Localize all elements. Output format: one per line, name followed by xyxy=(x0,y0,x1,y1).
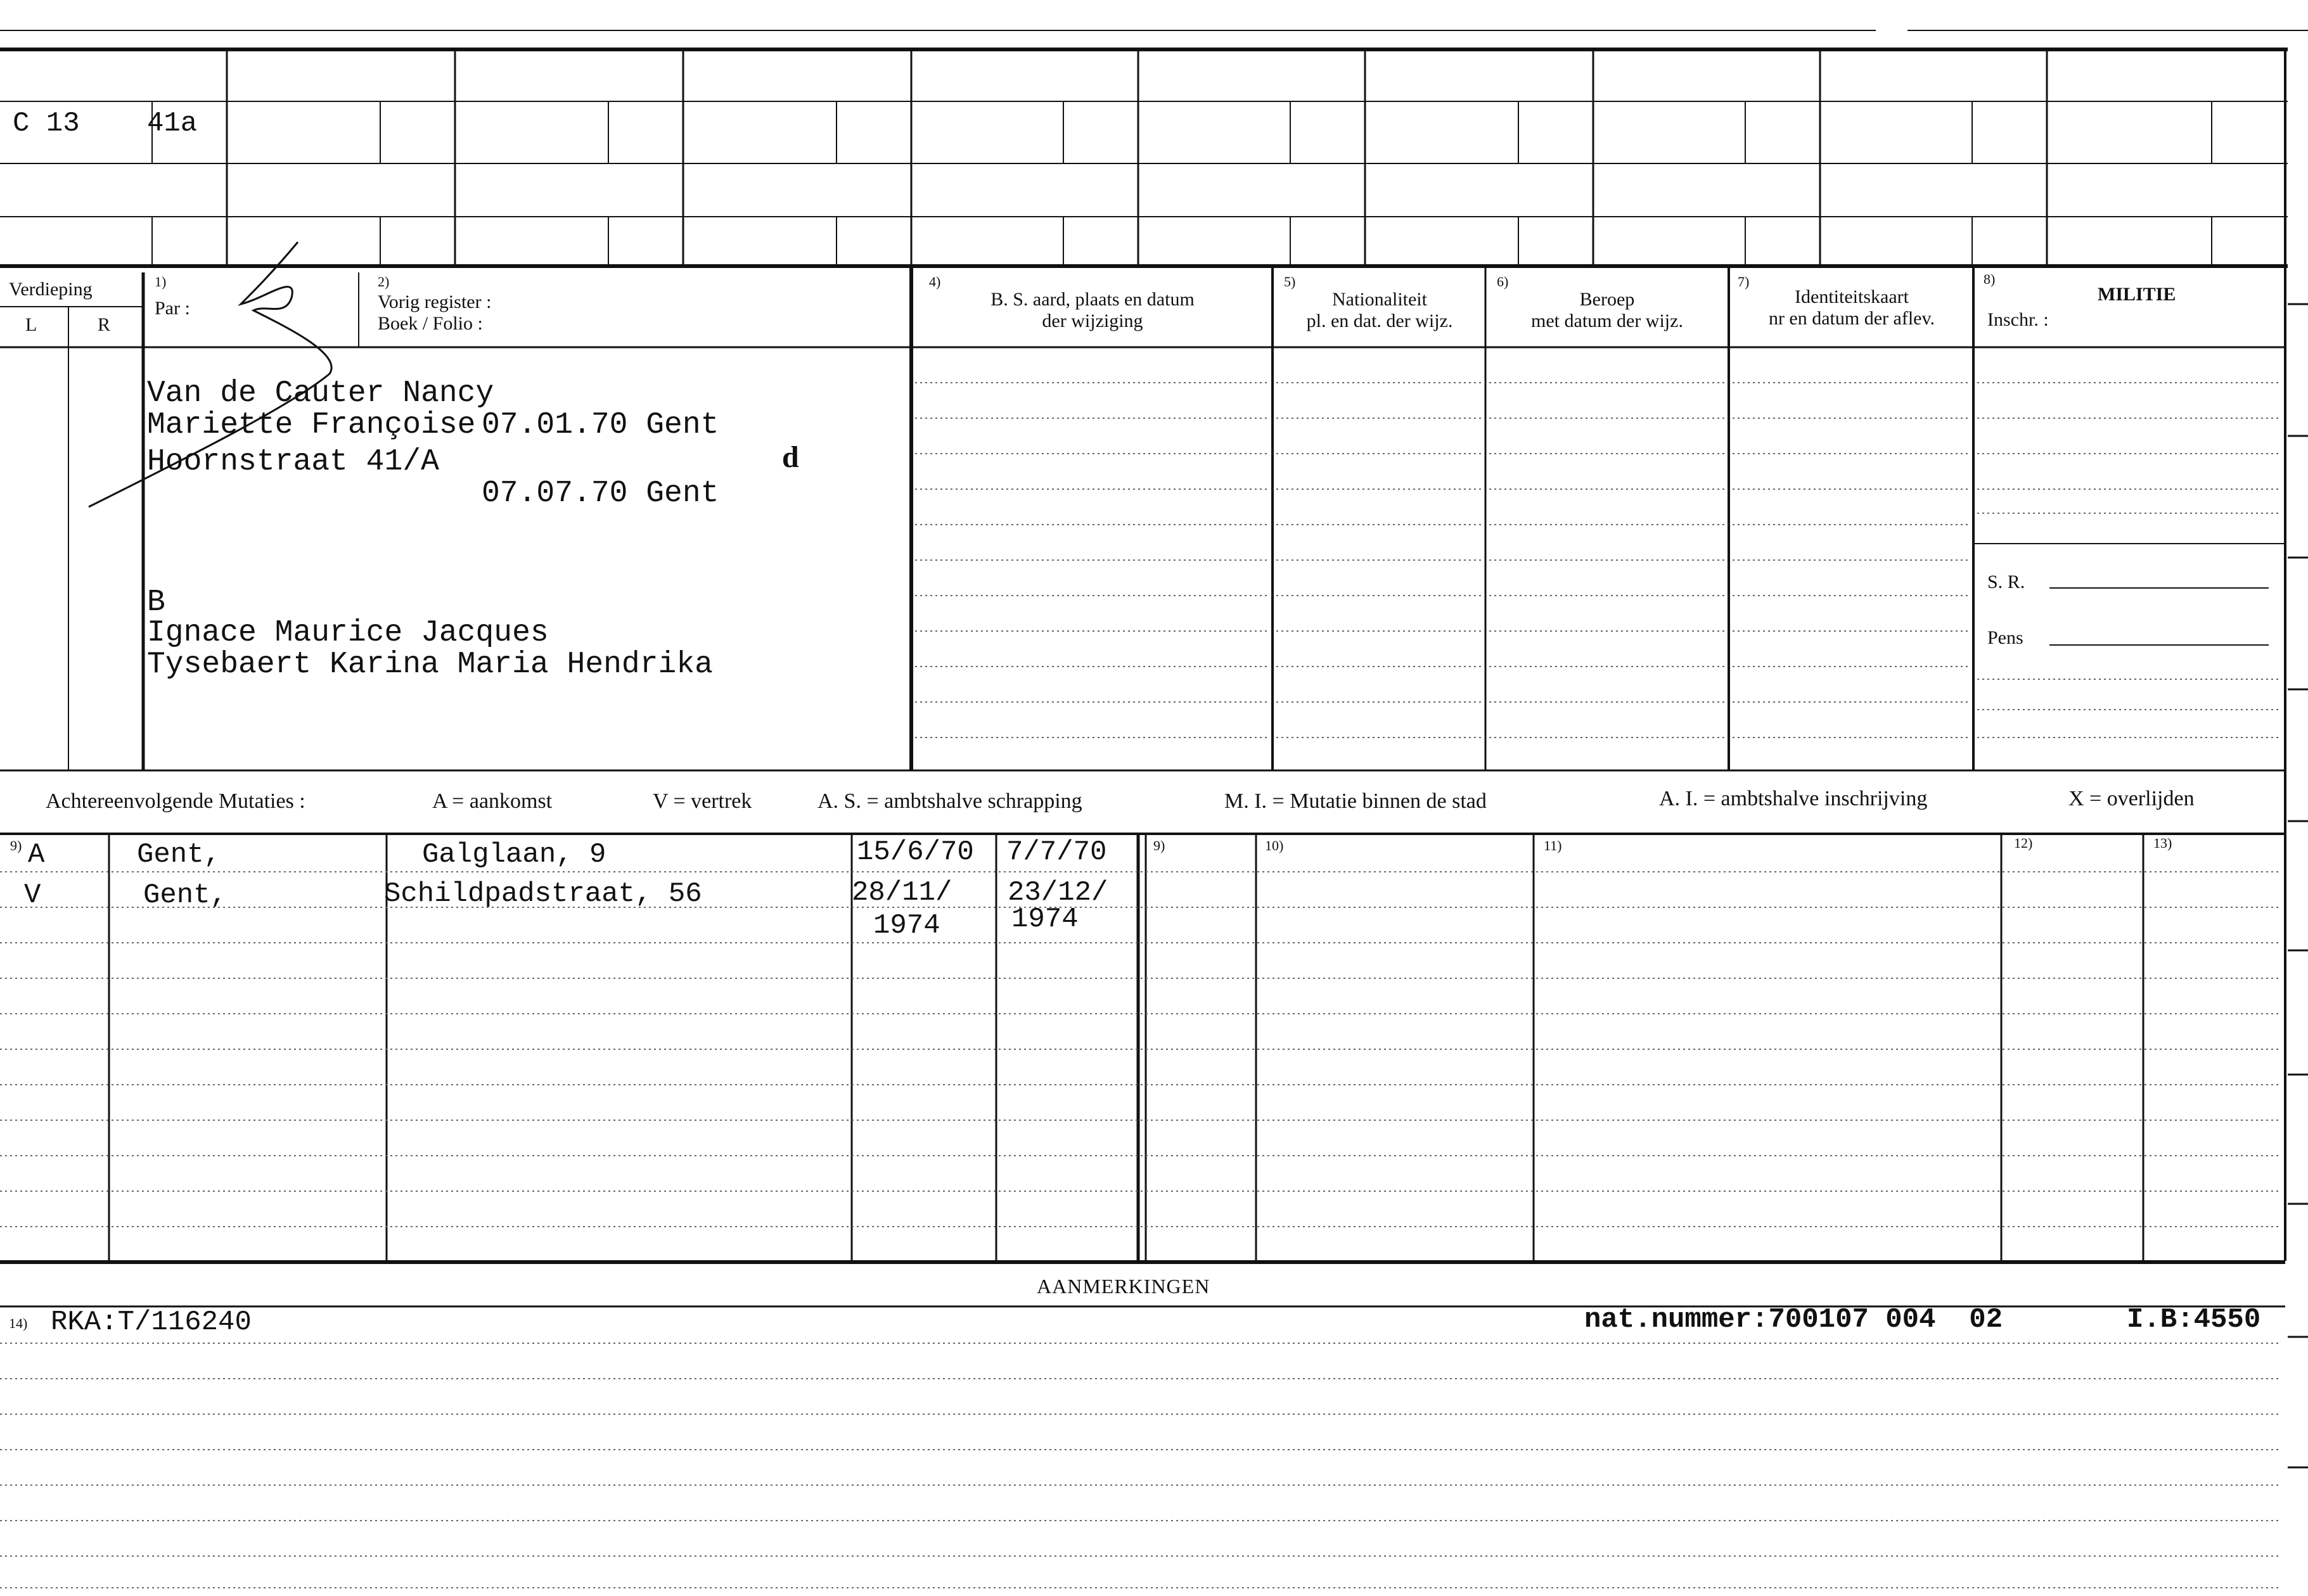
beroep-sub: met datum der wijz. xyxy=(1531,310,1683,331)
identiteitskaart-header: Identiteitskaart xyxy=(1795,286,1909,307)
identiteitskaart-sub: nr en datum der aflev. xyxy=(1768,308,1935,329)
nationaliteit-header: Nationaliteit xyxy=(1332,289,1427,310)
person-name: Van de Cauter Nancy xyxy=(147,376,494,411)
col5-number: 5) xyxy=(1284,274,1296,290)
mutation-date1: 28/11/ xyxy=(852,877,952,909)
mutation-city: Gent, xyxy=(137,839,221,871)
national-number: nat.nummer:700107 004 02 xyxy=(1584,1304,2003,1336)
mutation-street: Galglaan, 9 xyxy=(422,839,606,871)
mutation-city: Gent, xyxy=(143,879,228,911)
mut-col9-number: 9) xyxy=(10,838,22,853)
beroep-header: Beroep xyxy=(1579,289,1635,310)
verdieping-left: L xyxy=(25,314,37,335)
nationaliteit-sub: pl. en dat. der wijz. xyxy=(1306,310,1453,331)
col1-number: 1) xyxy=(155,274,167,290)
remarks-number: 14) xyxy=(9,1315,28,1331)
col8-number: 8) xyxy=(1984,271,1996,287)
militie-inschr: Inschr. : xyxy=(1987,309,2049,330)
militie-pens: Pens xyxy=(1987,627,2023,648)
legend-aankomst: A = aankomst xyxy=(432,789,553,813)
mutation-date2-year: 1974 xyxy=(1011,903,1079,935)
verdieping-right: R xyxy=(98,314,111,335)
mut-col12-number: 12) xyxy=(2014,835,2033,851)
rka-reference: RKA:T/116240 xyxy=(51,1306,252,1338)
col6-number: 6) xyxy=(1497,274,1509,290)
relation-code: B xyxy=(147,585,165,620)
person-birth: 07.01.70 Gent xyxy=(482,408,719,442)
mutation-street: Schildpadstraat, 56 xyxy=(384,878,702,910)
militie-header: MILITIE xyxy=(2098,284,2176,305)
father-name: Ignace Maurice Jacques xyxy=(147,616,549,650)
col7-number: 7) xyxy=(1738,274,1750,290)
mut-col11-number: 11) xyxy=(1544,838,1562,853)
mutation-date2: 23/12/ xyxy=(1008,877,1108,909)
mutation-date1-year: 1974 xyxy=(873,910,940,942)
mutations-title: Achtereenvolgende Mutaties : xyxy=(46,789,305,813)
mutation-date2: 7/7/70 xyxy=(1006,836,1107,868)
mut-col10-number: 10) xyxy=(1265,838,1284,853)
person-address: Hoornstraat 41/A xyxy=(147,445,439,479)
boek-folio-label: Boek / Folio : xyxy=(378,313,483,334)
person-mark: d xyxy=(782,440,799,474)
card-number: 41a xyxy=(147,108,198,139)
militie-sr: S. R. xyxy=(1987,571,2025,592)
bs-header-line2: der wijziging xyxy=(1042,310,1143,331)
legend-ambtshalve-inschrijving: A. I. = ambtshalve inschrijving xyxy=(1659,787,1928,810)
legend-overlijden: X = overlijden xyxy=(2068,787,2195,810)
legend-mutatie-binnen: M. I. = Mutatie binnen de stad xyxy=(1224,789,1487,813)
remarks-title: AANMERKINGEN xyxy=(1037,1275,1210,1298)
mutation-date1: 15/6/70 xyxy=(857,836,974,868)
person-date2: 07.07.70 Gent xyxy=(482,476,719,511)
col2-number: 2) xyxy=(378,274,390,290)
mut-col9b-number: 9) xyxy=(1153,838,1165,853)
verdieping-label: Verdieping xyxy=(9,279,93,300)
mother-name: Tysebaert Karina Maria Hendrika xyxy=(147,648,713,682)
legend-ambtshalve-schrapping: A. S. = ambtshalve schrapping xyxy=(817,789,1082,813)
mut-col13-number: 13) xyxy=(2153,835,2172,851)
mutation-type: A xyxy=(28,839,45,871)
vorig-register-label: Vorig register : xyxy=(378,291,492,312)
ib-number: I.B:4550 xyxy=(2127,1304,2261,1336)
col4-number: 4) xyxy=(929,274,941,290)
bs-header-line1: B. S. aard, plaats en datum xyxy=(991,289,1195,310)
person-given-names: Mariette Françoise xyxy=(147,408,476,442)
legend-vertrek: V = vertrek xyxy=(653,789,752,813)
mutation-type: V xyxy=(24,879,41,911)
card-section-code: C 13 xyxy=(13,108,80,139)
par-label: Par : xyxy=(155,298,190,319)
